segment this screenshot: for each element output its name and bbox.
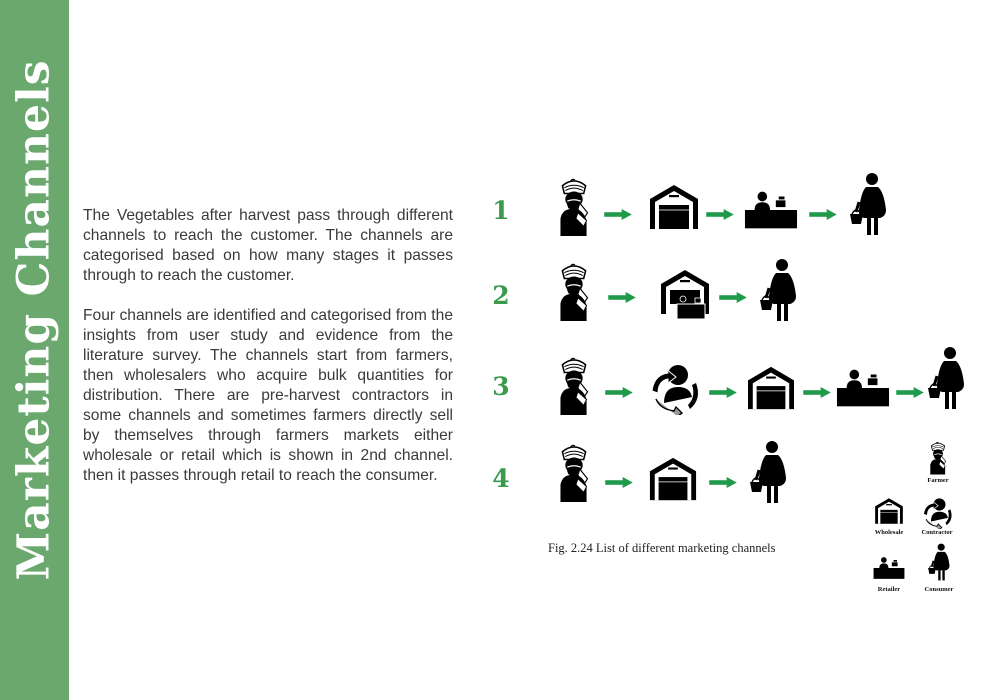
legend-contractor-label: Contractor [921,529,953,536]
figure-caption: Fig. 2.24 List of different marketing channels [548,541,776,555]
channel-2-number: 2 [492,281,510,310]
legend-farmer-label: Farmer [927,477,949,484]
arrow-icon [604,387,634,398]
channel-3-number: 3 [492,372,510,401]
farmer-icon [554,178,594,236]
arrow-icon [896,387,924,398]
arrow-icon [706,209,734,220]
legend-retailer-icon [873,556,905,580]
arrow-icon [802,387,832,398]
legend-wholesale-label: Wholesale [874,529,904,536]
consumer-icon [760,258,800,322]
retailer-icon [744,190,798,230]
channel-4-number: 4 [492,464,510,493]
arrow-icon [808,209,838,220]
wholesale-retail-icon [659,268,711,320]
legend-contractor-icon [920,497,954,529]
wholesale-icon [648,183,700,231]
channels-paragraph: Four channels are identified and categorised from the insights from user study and evidence from the literature survey. The channels start from farmers, then wholesalers who acquire bulk quantities for distribution. There are pre-harvest contractors in some channels and sometimes farmers directly sell by themselves through farmers markets either wholesale or retail which is shown in 2nd channel. then it passes through retail to reach the consumer. [83,307,453,484]
farmer-icon [554,444,594,502]
sidebar-title: Marketing Channels [8,59,60,581]
wholesale-icon [746,365,796,411]
contractor-icon [646,363,702,415]
consumer-icon [850,172,890,236]
arrow-icon [606,292,638,303]
arrow-icon [604,477,634,488]
legend-consumer-icon [928,543,952,581]
legend-wholesale-icon [874,497,904,525]
farmer-icon [554,357,594,415]
intro-paragraph: The Vegetables after harvest pass through different channels to reach the customer. The channels are categorised based on how many stages it passes through to reach the customer. [83,207,453,284]
legend-farmer-icon [927,441,949,475]
legend-retailer-label: Retailer [877,586,901,593]
arrow-icon [708,387,738,398]
consumer-icon [928,346,968,410]
arrow-icon [718,292,748,303]
arrow-icon [604,209,632,220]
wholesale-icon [648,455,698,503]
farmer-icon [554,263,594,321]
legend-consumer-label: Consumer [924,586,954,593]
consumer-icon [750,440,790,504]
channel-1-number: 1 [492,196,510,225]
arrow-icon [708,477,738,488]
retailer-icon [836,368,890,408]
